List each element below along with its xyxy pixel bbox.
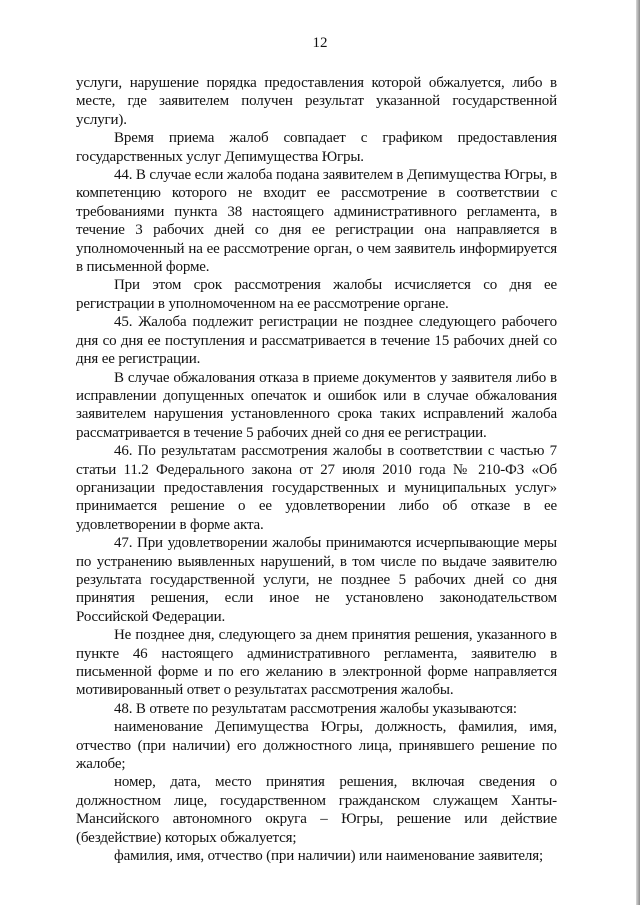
page-number: 12 xyxy=(312,35,328,51)
paragraph: Не позднее дня, следующего за днем принятия решения, указанного в пункте 46 настоящего административного регламента, заявителю в письменной форме и по его желанию в электронной форме направляется мотивированный ответ о результатах рассмотрения жалобы. xyxy=(76,627,557,699)
list-item: наименование Депимущества Югры, должность, фамилия, имя, отчество (при наличии) его должностного лица, принявшего решение по жалобе; xyxy=(76,719,557,773)
paragraph-item-44: 44. В случае если жалоба подана заявителем в Депимущества Югры, в компетенцию которого не входит ее рассмотрение в соответствии с требованиями пункта 38 настоящего административного регламента, в течение 3 рабочих дней со дня ее регистрации она направляется в уполномоченный на ее рассмотрение орган, о чем заявитель информируется в письменной форме. xyxy=(76,167,557,276)
paragraph-item-47: 47. При удовлетворении жалобы принимаются исчерпывающие меры по устранению выявленных нарушений, в том числе по выдаче заявителю результата государственной услуги, не позднее 5 рабочих дней со дня принятия решения, если иное не установлено законодательством Российской Федерации. xyxy=(76,535,557,625)
paragraph-item-46: 46. По результатам рассмотрения жалобы в соответствии с частью 7 статьи 11.2 Федерального закона от 27 июля 2010 года № 210-ФЗ «Об организации предоставления государственных и муниципальных услуг» принимается решение о ее удовлетворении либо об отказе в ее удовлетворении в форме акта. xyxy=(76,443,557,533)
paragraph: Время приема жалоб совпадает с графиком предоставления государственных услуг Депимущества Югры. xyxy=(76,130,557,165)
list-item: фамилия, имя, отчество (при наличии) или наименование заявителя; xyxy=(114,848,544,865)
paragraph: При этом срок рассмотрения жалобы исчисляется со дня ее регистрации в уполномоченном на ее рассмотрение органе. xyxy=(76,277,557,312)
paragraph-item-45: 45. Жалоба подлежит регистрации не позднее следующего рабочего дня со дня ее поступления и рассматривается в течение 15 рабочих дней со дня ее регистрации. xyxy=(76,314,557,368)
paragraph: В случае обжалования отказа в приеме документов у заявителя либо в исправлении допущенных опечаток и ошибок или в случае обжалования заявителем нарушения установленного срока таких исправлений жалоба рассматривается в течение 5 рабочих дней со дня ее регистрации. xyxy=(76,369,557,441)
paragraph: услуги, нарушение порядка предоставления которой обжалуется, либо в месте, где заявителем получен результат указанной государственной услуги). xyxy=(76,75,557,128)
scan-edge-shadow xyxy=(636,0,640,905)
list-item: номер, дата, место принятия решения, включая сведения о должностном лице, государственном гражданском служащем Ханты-Мансийского автономного округа – Югры, решение или действие (бездействие) которых обжалуется; xyxy=(76,774,557,846)
document-body xyxy=(76,74,557,865)
paragraph-item-48: 48. В ответе по результатам рассмотрения жалобы указываются: xyxy=(114,700,517,717)
